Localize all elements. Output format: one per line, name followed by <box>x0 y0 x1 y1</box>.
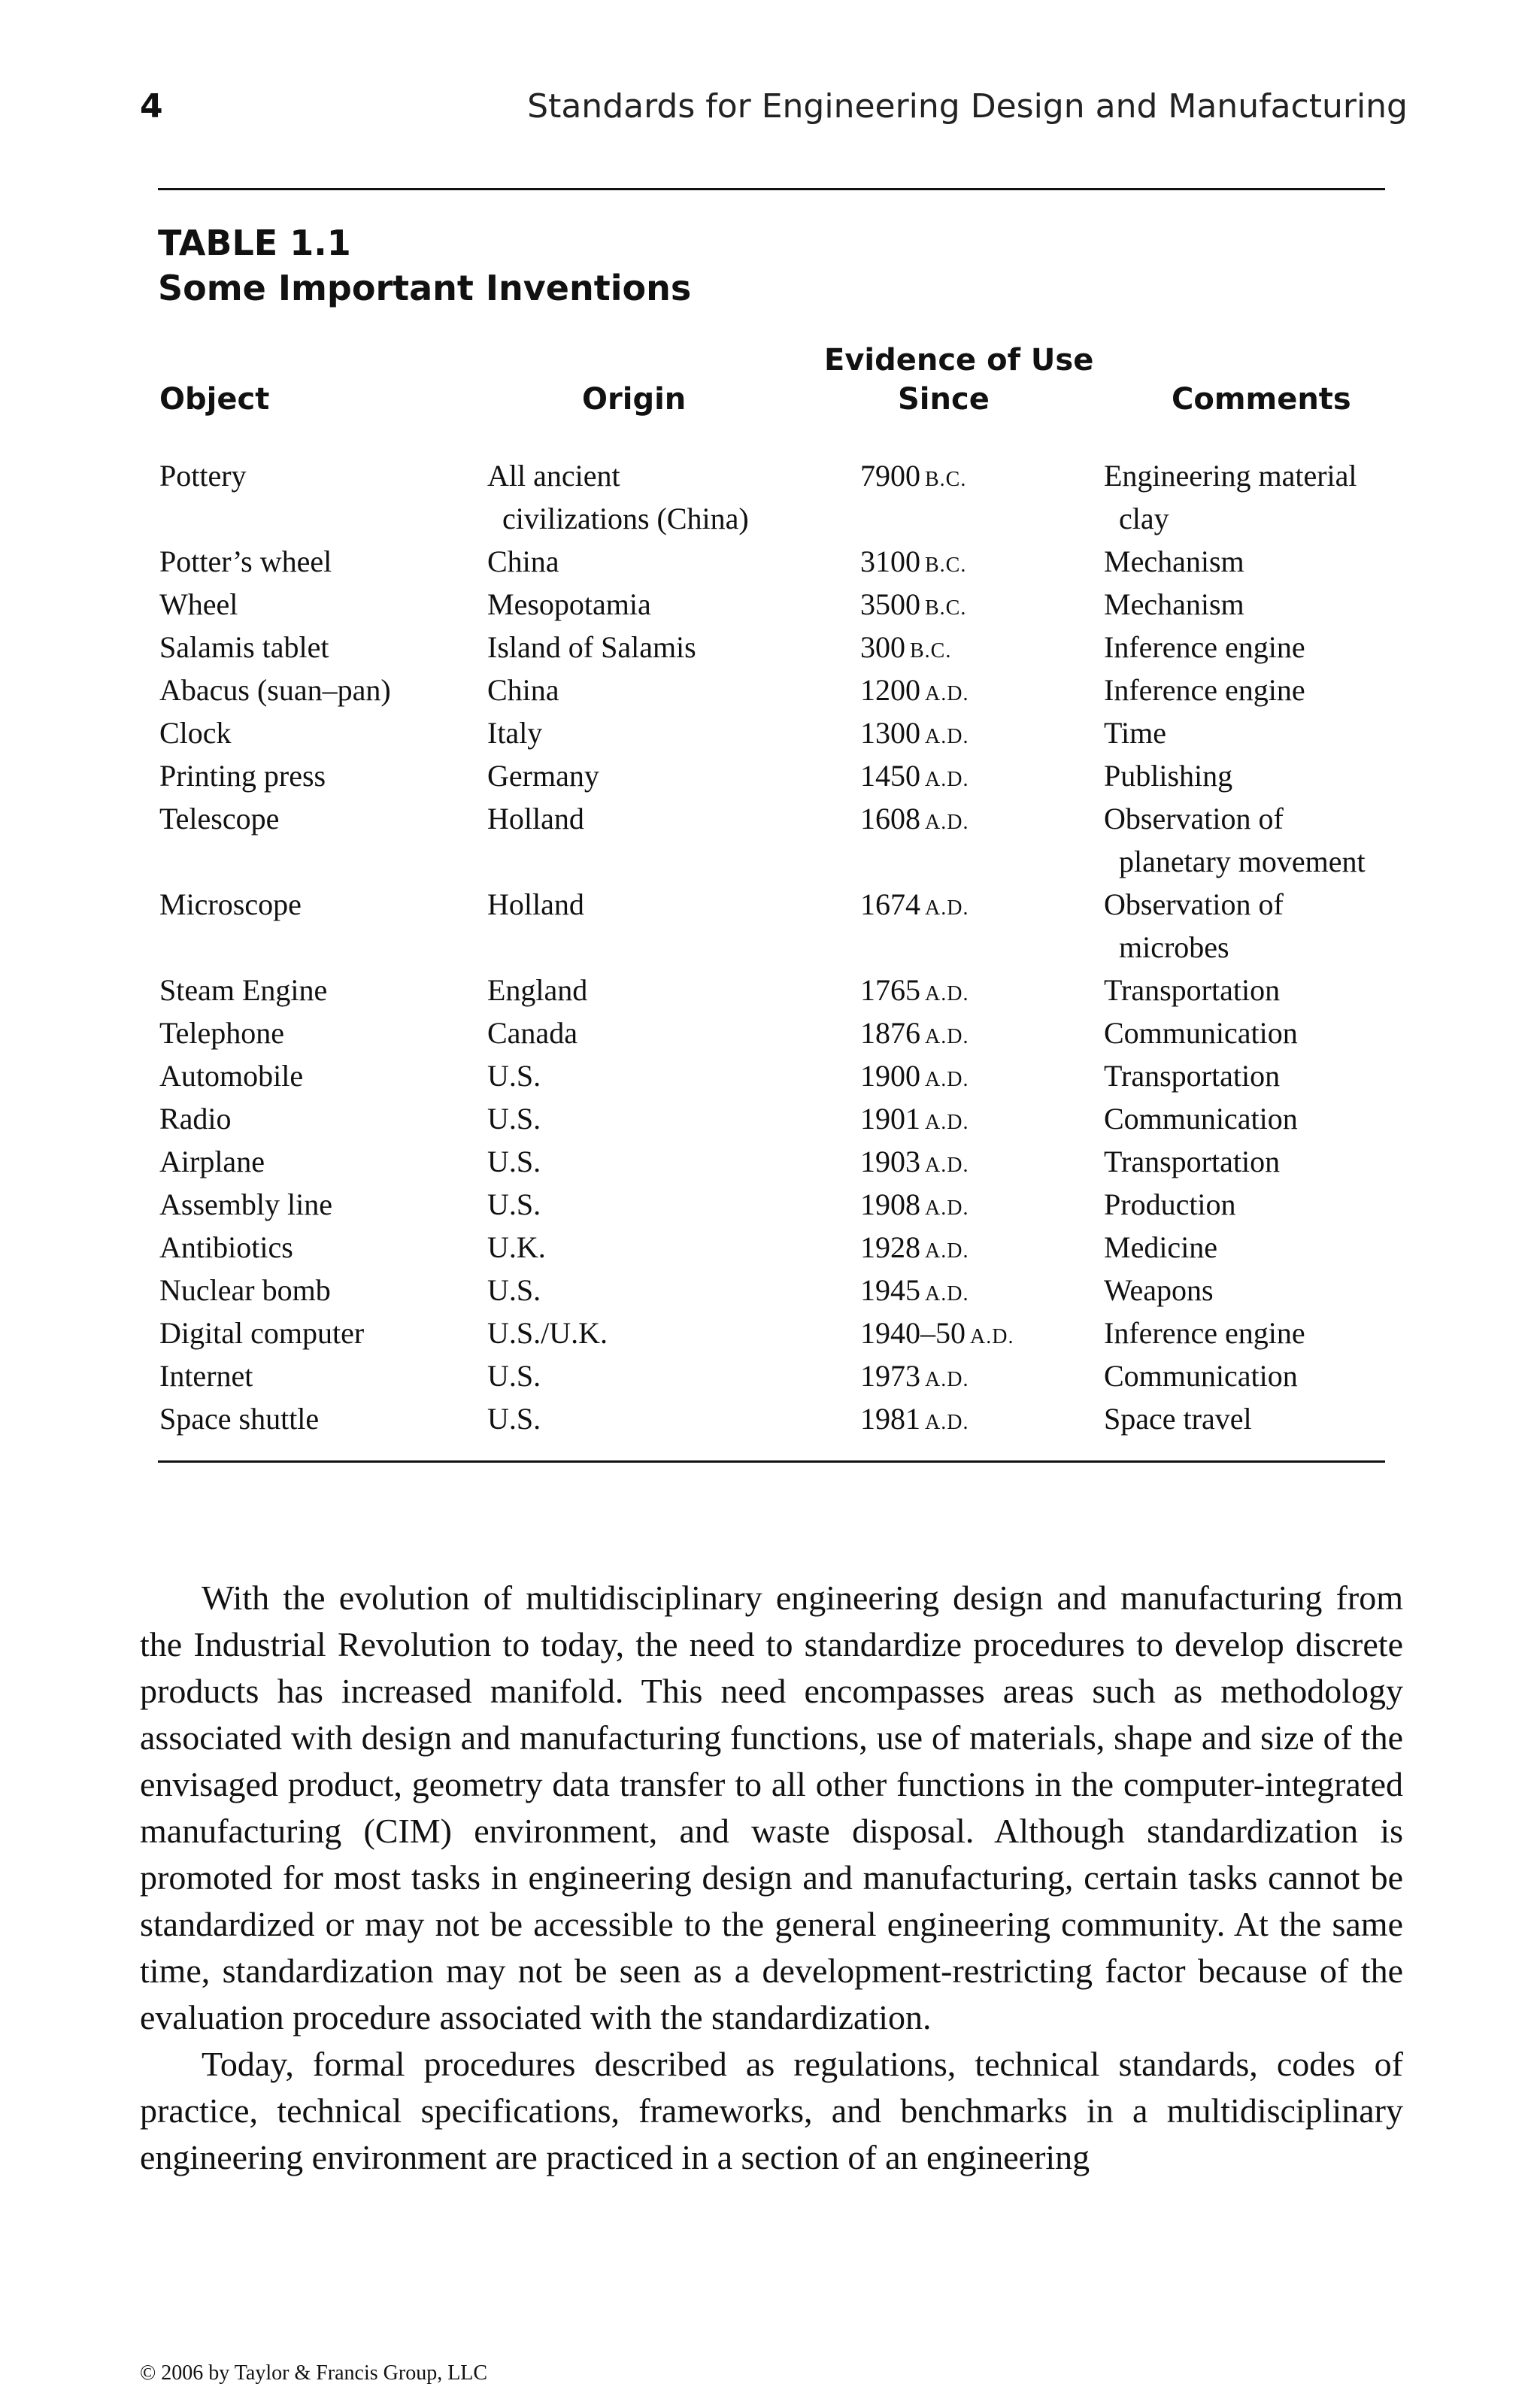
cell-evidence <box>860 754 969 801</box>
table-row <box>0 1140 1540 1183</box>
cell-object: Telescope <box>159 802 280 836</box>
cell-year: 1981 <box>860 1402 920 1436</box>
cell-origin-line: U.S. <box>487 1359 541 1393</box>
cell-comments-line: Time <box>1104 716 1167 750</box>
cell-origin <box>487 1011 578 1054</box>
cell-origin-line: U.S. <box>487 1145 541 1178</box>
cell-comments <box>1104 1140 1280 1183</box>
cell-object: Salamis tablet <box>159 630 329 664</box>
cell-comments <box>1104 583 1244 626</box>
cell-comments-line: Observation of <box>1104 887 1284 921</box>
running-head: Standards for Engineering Design and Manufacturing <box>527 87 1408 126</box>
cell-era: A.D. <box>925 725 969 748</box>
cell-evidence <box>860 1011 969 1058</box>
cell-evidence <box>860 669 969 715</box>
cell-evidence <box>860 1097 969 1144</box>
cell-object: Radio <box>159 1102 232 1136</box>
cell-comments <box>1104 540 1244 583</box>
cell-origin-line: England <box>487 973 588 1007</box>
cell-origin <box>487 1354 541 1397</box>
cell-origin <box>487 797 584 840</box>
cell-comments <box>1104 797 1366 883</box>
cell-evidence <box>860 711 969 758</box>
cell-era: A.D. <box>925 1196 969 1220</box>
cell-comments <box>1104 1312 1305 1354</box>
cell-comments-line: Transportation <box>1104 973 1281 1007</box>
body-paragraph-2: Today, formal procedures described as regulations, technical standards, codes of practice, technical specifications, frameworks, and benchmarks in a multidisciplinary engineering environment are practiced in a section of an engineering <box>140 2045 1403 2176</box>
cell-year: 1901 <box>860 1102 920 1136</box>
cell-comments-line: Weapons <box>1104 1273 1214 1307</box>
cell-origin <box>487 1140 541 1183</box>
cell-year: 1940–50 <box>860 1316 966 1350</box>
cell-era: A.D. <box>925 1282 969 1306</box>
cell-origin <box>487 711 542 754</box>
cell-origin <box>487 969 587 1011</box>
column-header-comments: Comments <box>1172 382 1351 417</box>
cell-object: Automobile <box>159 1059 304 1093</box>
cell-comments <box>1104 1183 1236 1226</box>
cell-evidence <box>860 883 969 930</box>
table-row <box>0 1269 1540 1312</box>
cell-origin <box>487 1312 608 1354</box>
cell-evidence <box>860 1397 969 1444</box>
cell-origin-line: China <box>487 673 559 707</box>
cell-object: Steam Engine <box>159 973 328 1007</box>
table-row <box>0 969 1540 1011</box>
cell-year: 3500 <box>860 587 920 621</box>
table-row <box>0 1354 1540 1397</box>
cell-comments-line: Inference engine <box>1104 673 1305 707</box>
cell-era: A.D. <box>925 768 969 791</box>
cell-object: Assembly line <box>159 1187 332 1221</box>
cell-evidence <box>860 797 969 844</box>
cell-evidence <box>860 1354 969 1401</box>
cell-evidence <box>860 583 966 629</box>
cell-origin <box>487 883 584 926</box>
table-row <box>0 540 1540 583</box>
cell-comments-line: Medicine <box>1104 1230 1218 1264</box>
table-row <box>0 1226 1540 1269</box>
cell-origin <box>487 1226 546 1269</box>
cell-comments <box>1104 1054 1280 1097</box>
cell-origin <box>487 1269 541 1312</box>
cell-comments-line: Inference engine <box>1104 630 1305 664</box>
cell-comments-line: Communication <box>1104 1359 1298 1393</box>
cell-evidence <box>860 540 966 587</box>
cell-era: A.D. <box>970 1325 1014 1348</box>
cell-object: Clock <box>159 716 232 750</box>
table-row <box>0 454 1540 540</box>
cell-evidence <box>860 1226 969 1272</box>
cell-comments-line: Space travel <box>1104 1402 1252 1436</box>
cell-origin <box>487 626 696 669</box>
cell-evidence <box>860 1054 969 1101</box>
cell-year: 7900 <box>860 459 920 493</box>
cell-comments <box>1104 1397 1252 1440</box>
cell-origin <box>487 669 559 711</box>
cell-evidence <box>860 1312 1014 1358</box>
cell-comments-line: Communication <box>1104 1102 1298 1136</box>
cell-year: 1876 <box>860 1016 920 1050</box>
cell-origin-line: U.S. <box>487 1059 541 1093</box>
table-row <box>0 1312 1540 1354</box>
table-row <box>0 883 1540 969</box>
cell-object: Microscope <box>159 887 302 921</box>
cell-year: 1674 <box>860 887 920 921</box>
body-text <box>140 1575 1403 2181</box>
cell-comments <box>1104 1011 1298 1054</box>
cell-comments-line: Engineering material <box>1104 459 1357 493</box>
cell-object: Printing press <box>159 759 326 793</box>
table-row <box>0 754 1540 797</box>
cell-year: 1973 <box>860 1359 920 1393</box>
copyright-notice: © 2006 by Taylor & Francis Group, LLC <box>140 2361 488 2385</box>
cell-object: Wheel <box>159 587 238 621</box>
cell-comments-line: Production <box>1104 1187 1236 1221</box>
body-paragraph-1: With the evolution of multidisciplinary engineering design and manufacturing from the Industrial Revolution to today, the need to standardize procedures to develop discrete products has increased manifold. This need encompasses areas such as methodology associated with design and manufacturing functions, use of materials, shape and size of the envisaged product, geometry data transfer to all other functions in the computer-integrated manufacturing (CIM) environment, and waste disposal. Although standardization is promoted for most tasks in engineering design and manufacturing, certain tasks cannot be standardized or may not be accessible to the general engineering community. At the same time, standardization may not be seen as a development-restricting factor because of the evaluation procedure associated with the standardization. <box>140 1579 1403 2036</box>
cell-origin-line: All ancient <box>487 459 620 493</box>
cell-era: A.D. <box>925 1068 969 1091</box>
cell-era: B.C. <box>925 553 967 577</box>
table-row <box>0 1397 1540 1440</box>
cell-object: Abacus (suan–pan) <box>159 673 391 707</box>
page-number: 4 <box>140 87 163 126</box>
cell-year: 1450 <box>860 759 920 793</box>
cell-year: 3100 <box>860 544 920 578</box>
cell-comments <box>1104 1269 1214 1312</box>
column-header-evidence-line2: Since <box>898 382 990 417</box>
cell-comments <box>1104 1097 1298 1140</box>
cell-origin-line: U.S. <box>487 1402 541 1436</box>
cell-comments <box>1104 883 1284 969</box>
cell-origin-line: Mesopotamia <box>487 587 651 621</box>
cell-origin-line: Holland <box>487 887 584 921</box>
cell-era: A.D. <box>925 982 969 1005</box>
table-row <box>0 1097 1540 1140</box>
cell-origin-line: Italy <box>487 716 543 750</box>
table-row <box>0 1054 1540 1097</box>
cell-origin-line: U.K. <box>487 1230 546 1264</box>
cell-origin <box>487 1183 541 1226</box>
cell-era: A.D. <box>925 1025 969 1048</box>
cell-evidence <box>860 626 951 672</box>
cell-origin-line: U.S. <box>487 1102 541 1136</box>
column-header-object: Object <box>159 382 270 417</box>
table-row <box>0 626 1540 669</box>
inventions-table-body <box>0 454 1540 1440</box>
table-row <box>0 583 1540 626</box>
cell-origin <box>487 454 749 540</box>
table-row <box>0 797 1540 883</box>
cell-comments-line: microbes <box>1119 930 1229 964</box>
cell-year: 1903 <box>860 1145 920 1178</box>
cell-comments-line: planetary movement <box>1119 845 1366 878</box>
table-row <box>0 669 1540 711</box>
cell-origin <box>487 1397 541 1440</box>
cell-object: Airplane <box>159 1145 265 1178</box>
cell-comments-line: Observation of <box>1104 802 1284 836</box>
table-row <box>0 1183 1540 1226</box>
cell-origin-line: Island of Salamis <box>487 630 696 664</box>
cell-comments <box>1104 711 1166 754</box>
cell-origin-line: Germany <box>487 759 599 793</box>
cell-era: A.D. <box>925 1154 969 1177</box>
column-header-origin: Origin <box>582 382 687 417</box>
cell-object: Telephone <box>159 1016 285 1050</box>
column-header-evidence-line1: Evidence of Use <box>824 343 1094 378</box>
cell-origin <box>487 1097 541 1140</box>
cell-comments <box>1104 969 1280 1011</box>
cell-evidence <box>860 969 969 1015</box>
cell-year: 1900 <box>860 1059 920 1093</box>
cell-era: B.C. <box>925 596 967 620</box>
cell-comments <box>1104 669 1305 711</box>
cell-object: Digital computer <box>159 1316 365 1350</box>
cell-year: 1300 <box>860 716 920 750</box>
table-bottom-rule <box>158 1460 1385 1463</box>
cell-era: B.C. <box>910 639 952 663</box>
cell-origin-line: China <box>487 544 559 578</box>
cell-era: A.D. <box>925 1111 969 1134</box>
cell-year: 1945 <box>860 1273 920 1307</box>
cell-origin <box>487 1054 541 1097</box>
cell-object: Pottery <box>159 459 247 493</box>
cell-year: 300 <box>860 630 905 664</box>
cell-comments-line: Communication <box>1104 1016 1298 1050</box>
cell-comments-line: clay <box>1119 502 1169 535</box>
cell-era: A.D. <box>925 896 969 920</box>
cell-era: A.D. <box>925 811 969 834</box>
table-top-rule <box>158 188 1385 190</box>
cell-era: A.D. <box>925 1239 969 1263</box>
cell-era: A.D. <box>925 1368 969 1391</box>
cell-comments <box>1104 1354 1298 1397</box>
cell-comments <box>1104 626 1305 669</box>
cell-comments-line: Mechanism <box>1104 544 1244 578</box>
cell-origin-line: U.S. <box>487 1187 541 1221</box>
cell-year: 1765 <box>860 973 920 1007</box>
cell-evidence <box>860 454 966 501</box>
cell-comments-line: Transportation <box>1104 1145 1281 1178</box>
cell-comments <box>1104 754 1232 797</box>
cell-object: Potter’s wheel <box>159 544 332 578</box>
cell-origin <box>487 583 651 626</box>
cell-comments-line: Inference engine <box>1104 1316 1305 1350</box>
cell-object: Antibiotics <box>159 1230 293 1264</box>
cell-era: A.D. <box>925 682 969 705</box>
cell-origin-line: civilizations (China) <box>502 502 749 535</box>
cell-year: 1928 <box>860 1230 920 1264</box>
cell-comments <box>1104 1226 1217 1269</box>
table-label: TABLE 1.1 <box>158 223 351 263</box>
cell-year: 1908 <box>860 1187 920 1221</box>
cell-origin-line: U.S./U.K. <box>487 1316 608 1350</box>
cell-origin-line: Canada <box>487 1016 578 1050</box>
cell-comments-line: Transportation <box>1104 1059 1281 1093</box>
cell-origin-line: U.S. <box>487 1273 541 1307</box>
cell-comments-line: Publishing <box>1104 759 1233 793</box>
cell-era: B.C. <box>925 468 967 491</box>
cell-object: Internet <box>159 1359 253 1393</box>
cell-object: Nuclear bomb <box>159 1273 331 1307</box>
cell-year: 1200 <box>860 673 920 707</box>
table-row <box>0 711 1540 754</box>
cell-era: A.D. <box>925 1411 969 1434</box>
cell-year: 1608 <box>860 802 920 836</box>
cell-evidence <box>860 1140 969 1187</box>
table-title: Some Important Inventions <box>158 268 692 308</box>
cell-origin-line: Holland <box>487 802 584 836</box>
cell-origin <box>487 540 559 583</box>
cell-origin <box>487 754 599 797</box>
cell-evidence <box>860 1269 969 1315</box>
cell-comments-line: Mechanism <box>1104 587 1244 621</box>
cell-evidence <box>860 1183 969 1230</box>
table-row <box>0 1011 1540 1054</box>
cell-object: Space shuttle <box>159 1402 320 1436</box>
cell-comments <box>1104 454 1357 540</box>
